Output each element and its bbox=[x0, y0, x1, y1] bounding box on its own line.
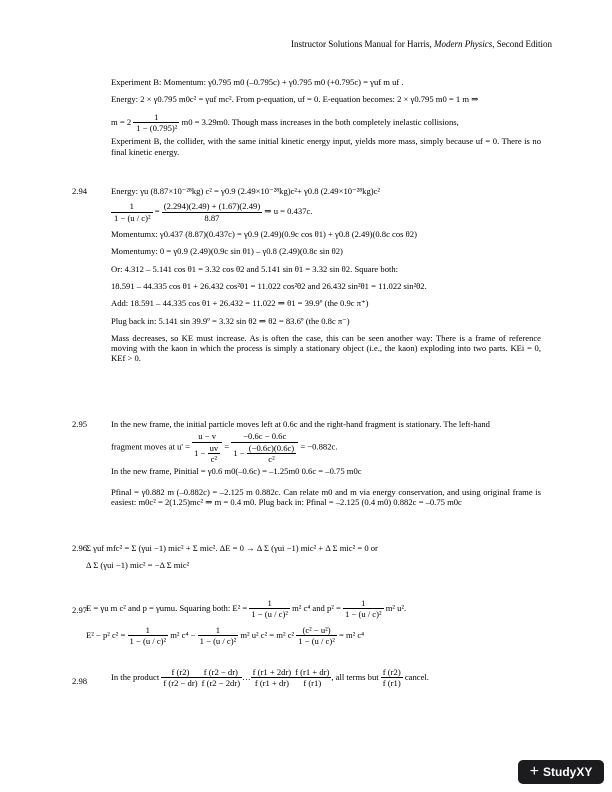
energy-equation: Energy: γu (8.87×10⁻²⁸kg) c² = γ0.9 (2.49×10⁻²⁸kg)c²+ γ0.8 (2.49×10⁻²⁸kg)c² bbox=[111, 186, 380, 196]
momentum-x: Momentumx: γ0.437 (8.87)(0.437c) = γ0.9 (2.49)(0.9c cos θ1) + γ0.8 (2.49)(0.8c cos θ2) bbox=[111, 228, 417, 239]
speed-equation: $\frac{1}{\text{1 − (u / c)²}}$ = $\frac{(2.294)(2.49) + (1.67)(2.49)}{8.87}$ ⇒ u = 0.437c. bbox=[111, 201, 541, 223]
energy-sum-1: Σ γuf mfc² = Σ (γui −1) mic² + Σ mic². ΔE = 0 → Δ Σ (γui −1) mic² + Δ Σ mic² = 0 or bbox=[86, 543, 378, 553]
plug-line: Plug back in: 5.141 sin 39.9º = 3.32 sin θ2 ⇒ θ2 = 83.6º (the 0.8c π⁻) bbox=[111, 315, 350, 326]
studyxy-logo: + StudyXY bbox=[518, 760, 604, 784]
mass-equation: m = 2 $\frac{1}{\text{1 − (0.795)²}}$ m0 = 3.29m0. Though mass increases in the both completely inelastic collisions, bbox=[111, 111, 459, 133]
frame-intro: In the new frame, the initial particle moves left at 0.6c and the right-hand fragment is stationary. The left-hand bbox=[111, 419, 490, 429]
square-line: 18.591 – 44.335 cos θ1 + 26.432 cos²θ1 = 11.022 cos²θ2 and 26.432 sin²θ1 = 11.022 sin²θ2. bbox=[111, 280, 427, 291]
or-line: Or: 4.312 – 5.141 cos θ1 = 3.32 cos θ2 and 5.141 sin θ1 = 3.32 sin θ2. Square both: bbox=[111, 263, 399, 274]
problem-number: 2.97 bbox=[72, 605, 88, 615]
problem-number: 2.95 bbox=[72, 419, 88, 429]
p-final: Pfinal = γ0.882 m (–0.882c) = –2.125 m 0.882c. Can relate m0 and m via energy conservation, and using original frame is easiest: m0c² = 2(1.25)mc² ⇒ m = 0.4 m0. Plug back in: Pfinal = –2.125 (0.4 m0) 0.882c = –0.75 m0c bbox=[111, 486, 541, 507]
exp-b-energy: Energy: 2 × γ0.795 m0c² = γuf mc². From p-equation, uf = 0. E-equation becomes: 2 × γ0.795 m0 = 1 m ⇒ bbox=[111, 94, 479, 105]
problem-2-93-continued bbox=[111, 77, 541, 157]
momentum-y: Momentumy: 0 = γ0.9 (2.49)(0.9c sin θ1) – γ0.8 (2.49)(0.8c sin θ2) bbox=[111, 246, 343, 257]
p-initial: In the new frame, Pinitial = γ0.6 m0(–0.6c) = –1.25m0 0.6c = –0.75 m0c bbox=[111, 466, 362, 477]
exp-b-conclusion: Experiment B, the collider, with the same initial kinetic energy input, yields more mass, simply because uf = 0. There is no final kinetic energy. bbox=[111, 136, 541, 157]
invariant-mass-derivation: E² − p² c² = $\frac{1}{\text{1 − (u / c)²}}$ m² c⁴ − $\frac{1}{\text{1 − (u / c)²}}$ m² u² c² = m² c² $\frac{\text{(c² − u²)}}{\text{1 − (u / c)²}}$ = m² c⁴ bbox=[86, 624, 365, 646]
plus-icon: + bbox=[529, 763, 539, 780]
problem-2-95 bbox=[111, 419, 541, 507]
problem-2-98: In the product $\frac{f (r2)}{f (r2 - dr)}$ $\frac{f (r2 - dr)}{f (r2 - 2dr)}$ … $\frac{f (r1 + 2dr)}{f (r1 + dr)}$ $\frac{f (r1 + dr)}{f (r1)}$ , all terms but $\frac{f (r2)}{f (r1)}$ cancel. bbox=[111, 667, 429, 689]
problem-number: 2.96 bbox=[72, 543, 88, 553]
problem-number: 2.98 bbox=[72, 676, 88, 686]
kaon-conclusion: Mass decreases, so KE must increase. As is often the case, this can be seen another way: There is a frame of reference moving with the kaon in which the process is simply a stationary object (i.e., the kaon) exploding into two parts. KEi = 0, KEf > 0. bbox=[111, 332, 541, 364]
problem-2-96 bbox=[86, 543, 516, 571]
exp-b-momentum: Experiment B: Momentum: γ0.795 m0 (–0.795c) + γ0.795 m0 (+0.795c) = γuf m uf . bbox=[111, 77, 404, 87]
velocity-addition: fragment moves at u' = u − v 1 − $\frac{uv}{\text{c²}}$ = −0.6c − 0.6c 1 − $\frac{(-0.6c)(0.6c)}{\text{c²}}$ = −0.882c. bbox=[111, 431, 338, 464]
problem-2-97 bbox=[86, 598, 541, 646]
squared-equations: E = γu m c² and p = γumu. Squaring both: E² = $\frac{1}{\text{1 − (u / c)²}}$ m² c⁴ and p² = $\frac{1}{\text{1 − (u / c)²}}$ m² u². bbox=[86, 598, 407, 620]
energy-sum-2: Δ Σ (γui −1) mic² = −Δ Σ mic² bbox=[86, 560, 190, 571]
problem-number: 2.94 bbox=[72, 186, 88, 196]
add-line: Add: 18.591 – 44.335 cos θ1 + 26.432 = 11.022 ⇒ θ1 = 39.9º (the 0.9c π⁺) bbox=[111, 298, 369, 309]
mass-fraction: $\frac{1}{\text{1 − (0.795)²}}$ bbox=[133, 112, 179, 134]
running-header: Instructor Solutions Manual for Harris, Modern Physics, Second Edition bbox=[291, 39, 552, 49]
problem-2-94 bbox=[111, 186, 541, 364]
